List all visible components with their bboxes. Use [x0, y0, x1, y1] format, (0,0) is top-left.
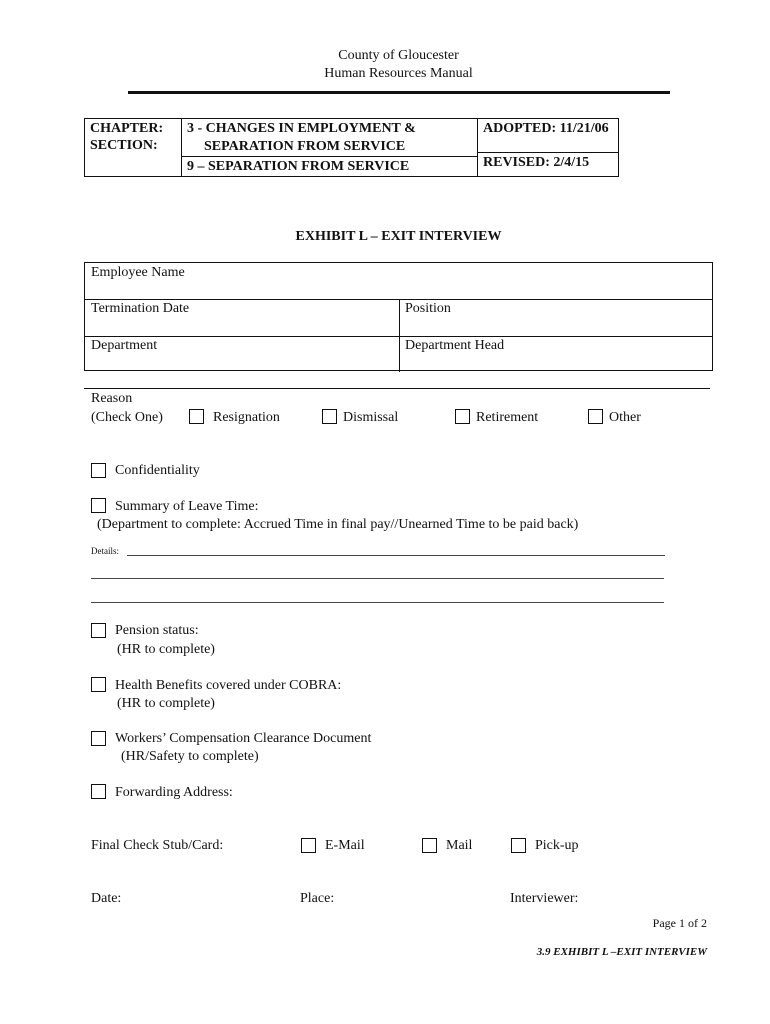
other-checkbox[interactable] [588, 409, 603, 424]
exhibit-title: EXHIBIT L – EXIT INTERVIEW [295, 229, 502, 244]
chapter-section-labels [85, 119, 182, 177]
pension-checkbox[interactable] [91, 623, 106, 638]
email-label: E-Mail [325, 838, 365, 853]
dates-cell [478, 119, 619, 177]
section-value: 9 – SEPARATION FROM SERVICE [187, 159, 410, 174]
pension-note: (HR to complete) [117, 642, 215, 657]
employee-info-box [84, 262, 713, 371]
department-head-label: Department Head [405, 338, 505, 353]
details-label: Details: [91, 546, 119, 556]
section-label: SECTION: [90, 138, 158, 153]
leave-time-label: Summary of Leave Time: [115, 499, 259, 514]
dismissal-label: Dismissal [343, 410, 399, 425]
chapter-value-2: SEPARATION FROM SERVICE [182, 138, 477, 157]
confidentiality-label: Confidentiality [115, 463, 200, 478]
details-line-2[interactable] [91, 578, 664, 579]
mail-checkbox[interactable] [422, 838, 437, 853]
retirement-label: Retirement [476, 410, 539, 425]
info-divider-2 [85, 336, 712, 337]
retirement-checkbox[interactable] [455, 409, 470, 424]
termination-date-label: Termination Date [91, 301, 190, 316]
other-label: Other [609, 410, 641, 425]
interviewer-label: Interviewer: [510, 891, 579, 906]
header-line-2: Human Resources Manual [324, 66, 473, 81]
forwarding-address-checkbox[interactable] [91, 784, 106, 799]
cobra-note: (HR to complete) [117, 696, 215, 711]
confidentiality-checkbox[interactable] [91, 463, 106, 478]
header-rule [128, 91, 670, 94]
chapter-value-1: 3 - CHANGES IN EMPLOYMENT & [187, 121, 416, 136]
pickup-checkbox[interactable] [511, 838, 526, 853]
adopted-date: ADOPTED: 11/21/06 [478, 119, 618, 153]
cobra-checkbox[interactable] [91, 677, 106, 692]
position-label: Position [405, 301, 451, 316]
pension-label: Pension status: [115, 623, 199, 638]
dismissal-checkbox[interactable] [322, 409, 337, 424]
reason-label: Reason [91, 391, 133, 406]
reason-sub-label: (Check One) [91, 410, 163, 425]
document-reference: 3.9 EXHIBIT L –EXIT INTERVIEW [536, 946, 707, 958]
mail-label: Mail [446, 838, 473, 853]
workers-comp-label: Workers’ Compensation Clearance Document [115, 731, 372, 746]
final-check-label: Final Check Stub/Card: [91, 838, 224, 853]
forwarding-address-label: Forwarding Address: [115, 785, 233, 800]
place-label: Place: [300, 891, 335, 906]
section-separator [84, 388, 710, 389]
resignation-label: Resignation [213, 410, 280, 425]
employee-name-label: Employee Name [91, 265, 185, 280]
email-checkbox[interactable] [301, 838, 316, 853]
cobra-label: Health Benefits covered under COBRA: [115, 678, 342, 693]
details-underline [127, 555, 665, 556]
page-number: Page 1 of 2 [652, 916, 707, 930]
header-line-1: County of Gloucester [338, 48, 459, 63]
resignation-checkbox[interactable] [189, 409, 204, 424]
revised-date: REVISED: 2/4/15 [483, 155, 590, 170]
leave-time-note: (Department to complete: Accrued Time in final pay//Unearned Time to be paid back) [97, 517, 579, 532]
leave-time-checkbox[interactable] [91, 498, 106, 513]
date-label: Date: [91, 891, 122, 906]
department-label: Department [91, 338, 158, 353]
chapter-section-table [84, 118, 619, 177]
details-line[interactable] [91, 546, 665, 558]
chapter-section-values [182, 119, 478, 177]
workers-comp-note: (HR/Safety to complete) [121, 749, 259, 764]
workers-comp-checkbox[interactable] [91, 731, 106, 746]
details-line-3[interactable] [91, 602, 664, 603]
pickup-label: Pick-up [535, 838, 579, 853]
chapter-label: CHAPTER: [90, 121, 164, 136]
